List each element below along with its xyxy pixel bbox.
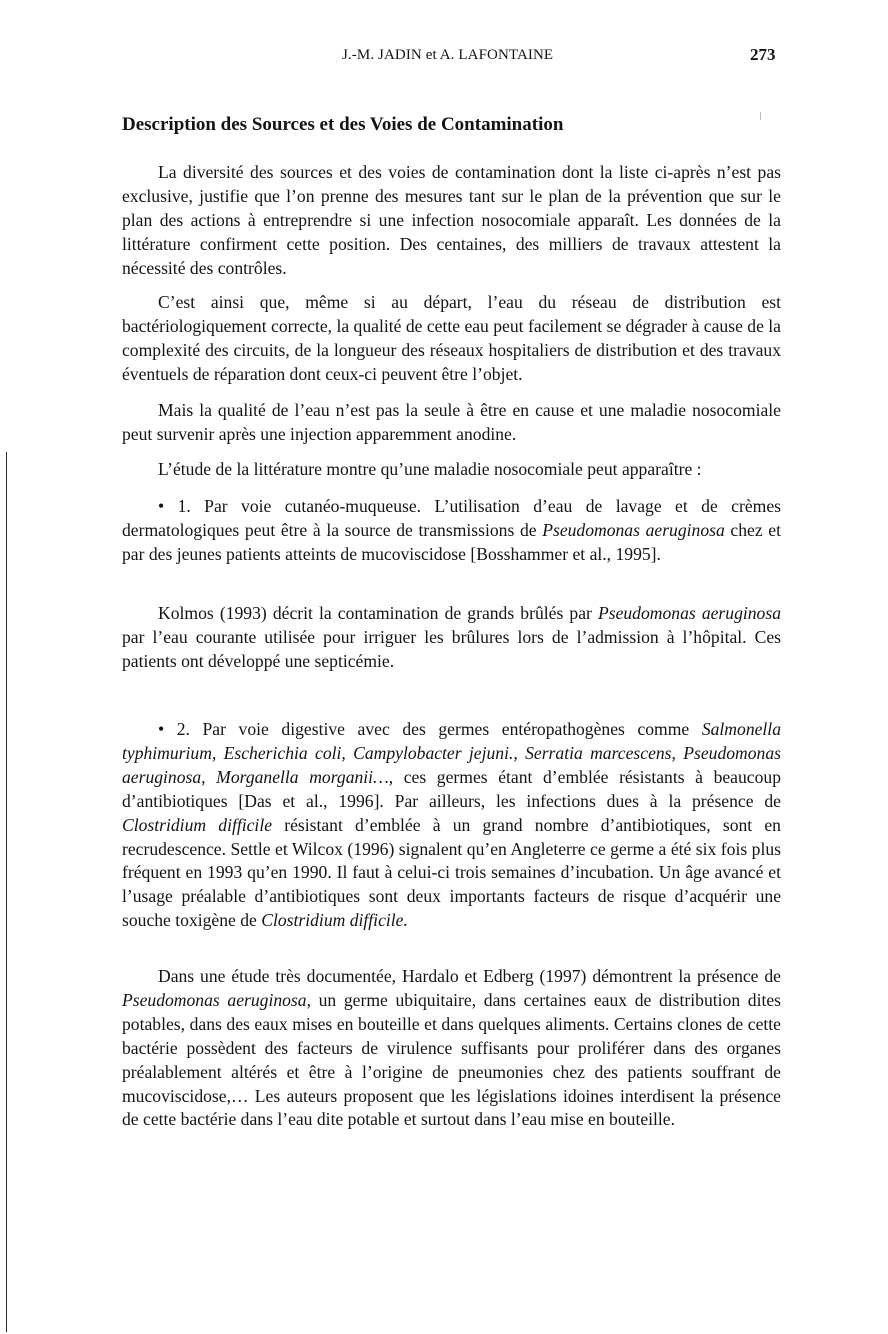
italic-term: Salmonella typhimurium, Escherichia coli, Campylobacter jejuni., Serratia marcescens, Pseudomonas aeruginosa, Morganella morganii… (122, 719, 781, 787)
running-head: J.-M. JADIN et A. LAFONTAINE (342, 47, 554, 63)
paragraph (122, 718, 781, 933)
italic-term: Pseudomonas aeruginosa (542, 519, 725, 540)
scan-mark (760, 112, 761, 120)
text-run: L’étude de la littérature montre qu’une maladie nosocomiale peut apparaître : (158, 459, 702, 479)
italic-term: Clostridium difficile. (261, 910, 408, 931)
section-heading: Description des Sources et des Voies de Contamination (122, 114, 564, 135)
text-run: chez et par des jeunes patients atteints de mucoviscidose [Bosshammer et al., 1995]. (122, 519, 782, 564)
text-run: Mais la qualité de l’eau n’est pas la seule à être en cause et une maladie nosocomiale peut survenir après une injection apparemment anodine. (122, 400, 781, 444)
text-run: résistant d’emblée à un grand nombre d’antibiotiques, sont en recrudescence. Settle et Wilcox (1996) signalent qu’en Angleterre ce germe a été six fois plus fréquent en 1993 qu’en 1990. Il faut à celui-ci trois semaines d’incubation. Un âge avancé et l’usage préalable d’antibiotiques sont deux importants facteurs de risque d’acquérir une souche toxigène de (122, 814, 781, 931)
text-run: par l’eau courante utilisée pour irriguer les brûlures lors de l’admission à l’hôpital. Ces patients ont développé une septicémie. (122, 626, 781, 671)
text-run: C’est ainsi que, même si au départ, l’eau du réseau de distribution est bactériologiquement correcte, la qualité de cette eau peut facilement se dégrader à cause de la complexité des circuits, de la longueur des réseaux hospitaliers de distribution et des travaux éventuels de réparation dont ceux-ci peuvent être l’objet. (122, 292, 781, 384)
paragraph (122, 458, 781, 482)
text-run: Kolmos (1993) décrit la contamination de grands brûlés par (158, 603, 598, 623)
text-run: , ces germes étant d’emblée résistants à beaucoup d’antibiotiques [Das et al., 1996]. Par ailleurs, les infections dues à la présence de (122, 766, 781, 811)
paragraph (122, 602, 781, 674)
italic-term: Pseudomonas aeruginosa (122, 989, 307, 1010)
italic-term: Pseudomonas aeruginosa (597, 603, 782, 623)
scan-edge-line (6, 452, 7, 1332)
page-number: 273 (750, 45, 776, 64)
italic-term: Clostridium difficile (122, 814, 273, 835)
text-run: Dans une étude très documentée, Hardalo et Edberg (1997) démontrent la présence de (158, 966, 781, 986)
text-run: • 2. Par voie digestive avec des germes entéropathogènes comme (158, 719, 702, 739)
text-run: • 1. Par voie cutanéo-muqueuse. L’utilisation d’eau de lavage et de crèmes dermatologiques peut être à la source de transmissions de (122, 496, 781, 540)
text-run: , un germe ubiquitaire, dans certaines eaux de distribution dites potables, dans des eaux mises en bouteille et dans quelques aliments. Certains clones de cette bactérie possèdent des facteurs de virulence suffisants pour proliférer dans des organes préalablement altérés et être à l’origine de pneumonies chez des patients souffrant de mucoviscidose,… Les auteurs proposent que les législations idoines interdisent la présence de cette bactérie dans l’eau dite potable et surtout dans l’eau mise en bouteille. (122, 989, 782, 1130)
paragraph (122, 291, 781, 387)
text-run: La diversité des sources et des voies de contamination dont la liste ci-après n’est pas exclusive, justifie que l’on prenne des mesures tant sur le plan de la prévention que sur le plan des actions à entreprendre si une infection nosocomiale apparaît. Les données de la littérature confirment cette position. Des centaines, des milliers de travaux attestent la nécessité des contrôles. (122, 162, 781, 278)
paragraph (122, 495, 781, 567)
paragraph (122, 161, 781, 281)
paragraph (122, 399, 781, 447)
paragraph (122, 965, 781, 1132)
